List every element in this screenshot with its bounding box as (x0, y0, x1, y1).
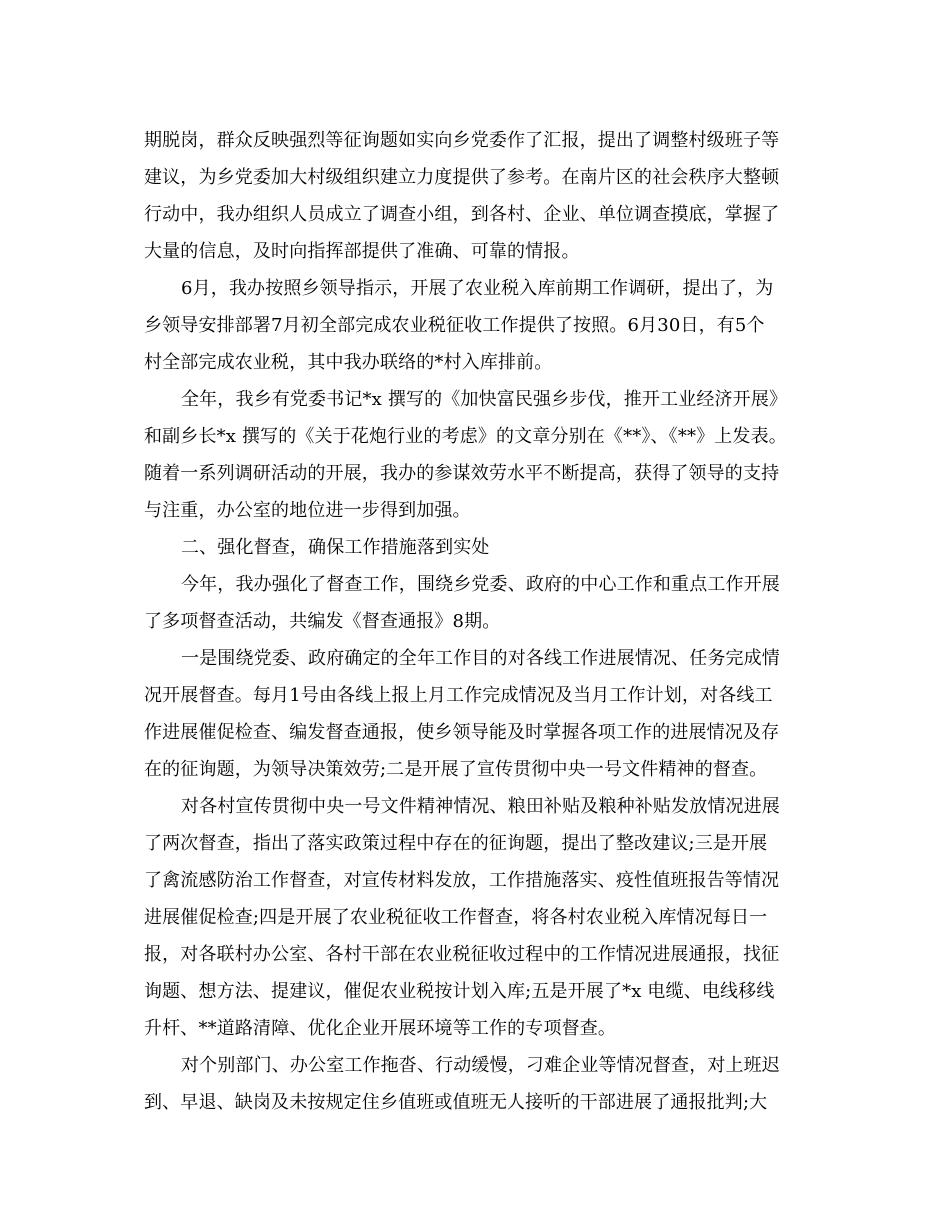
text-line: 进展催促检查;四是开展了农业税征收工作督查，将各村农业税入库情况每日一 (144, 907, 768, 928)
text-line: 和副乡长*x 撰写的《关于花炮行业的考虑》的文章分别在《**》、《**》上发表。 (144, 426, 787, 447)
text-line: 乡领导安排部署7月初全部完成农业税征收工作提供了按照。6月30日，有5个 (144, 315, 765, 336)
paragraph-first-line: 对各村宣传贯彻中央一号文件精神情况、粮田补贴及粮种补贴发放情况进展 (181, 796, 780, 817)
text-line: 期脱岗，群众反映强烈等征询题如实向乡党委作了汇报，提出了调整村级班子等 (144, 130, 780, 151)
text-line: 询题、想方法、提建议，催促农业税按计划入库;五是开展了*x 电缆、电线移线 (144, 981, 775, 1002)
text-line: 在的征询题，为领导决策效劳;二是开展了宣传贯彻中央一号文件精神的督查。 (144, 759, 768, 780)
paragraph-first-line: 一是围绕党委、政府确定的全年工作目的对各线工作进展情况、任务完成情 (181, 648, 780, 669)
text-line: 建议，为乡党委加大村级组织建立力度提供了参考。在南片区的社会秩序大整顿 (144, 167, 780, 188)
paragraph-first-line: 全年，我乡有党委书记*x 撰写的《加快富民强乡步伐，推开工业经济开展》 (181, 389, 788, 410)
text-line: 随着一系列调研活动的开展，我办的参谋效劳水平不断提高，获得了领导的支持 (144, 463, 780, 484)
paragraph-first-line: 6月，我办按照乡领导指示，开展了农业税入库前期工作调研，提出了，为 (181, 278, 774, 299)
section-heading: 二、强化督查，确保工作措施落到实处 (181, 537, 490, 558)
text-line: 了两次督查，指出了落实政策过程中存在的征询题，提出了整改建议;三是开展 (144, 833, 768, 854)
text-line: 况开展督查。每月1号由各线上报上月工作完成情况及当月工作计划，对各线工 (144, 685, 773, 706)
text-line: 作进展催促检查、编发督查通报，使乡领导能及时掌握各项工作的进展情况及存 (144, 722, 780, 743)
text-line: 了禽流感防治工作督查，对宣传材料发放，工作措施落实、疫性值班报告等情况 (144, 870, 780, 891)
text-line: 到、早退、缺岗及未按规定住乡值班或值班无人接听的干部进展了通报批判;大 (144, 1092, 768, 1113)
text-line: 村全部完成农业税，其中我办联络的*村入库排前。 (144, 352, 553, 373)
text-line: 与注重，办公室的地位进一步得到加强。 (144, 500, 471, 521)
text-line: 了多项督查活动，共编发《督查通报》8期。 (144, 611, 501, 632)
text-line: 报，对各联村办公室、各村干部在农业税征收过程中的工作情况进展通报，找征 (144, 944, 780, 965)
text-line: 大量的信息，及时向指挥部提供了准确、可靠的情报。 (144, 241, 580, 262)
paragraph-first-line: 对个别部门、办公室工作拖沓、行动缓慢，刁难企业等情况督查，对上班迟 (181, 1055, 780, 1076)
paragraph-first-line: 今年，我办强化了督查工作，围绕乡党委、政府的中心工作和重点工作开展 (181, 574, 780, 595)
text-line: 升杆、**道路清障、优化企业开展环境等工作的专项督查。 (144, 1018, 617, 1039)
text-line: 行动中，我办组织人员成立了调查小组，到各村、企业、单位调查摸底，掌握了 (144, 204, 780, 225)
document-body (144, 126, 804, 1125)
